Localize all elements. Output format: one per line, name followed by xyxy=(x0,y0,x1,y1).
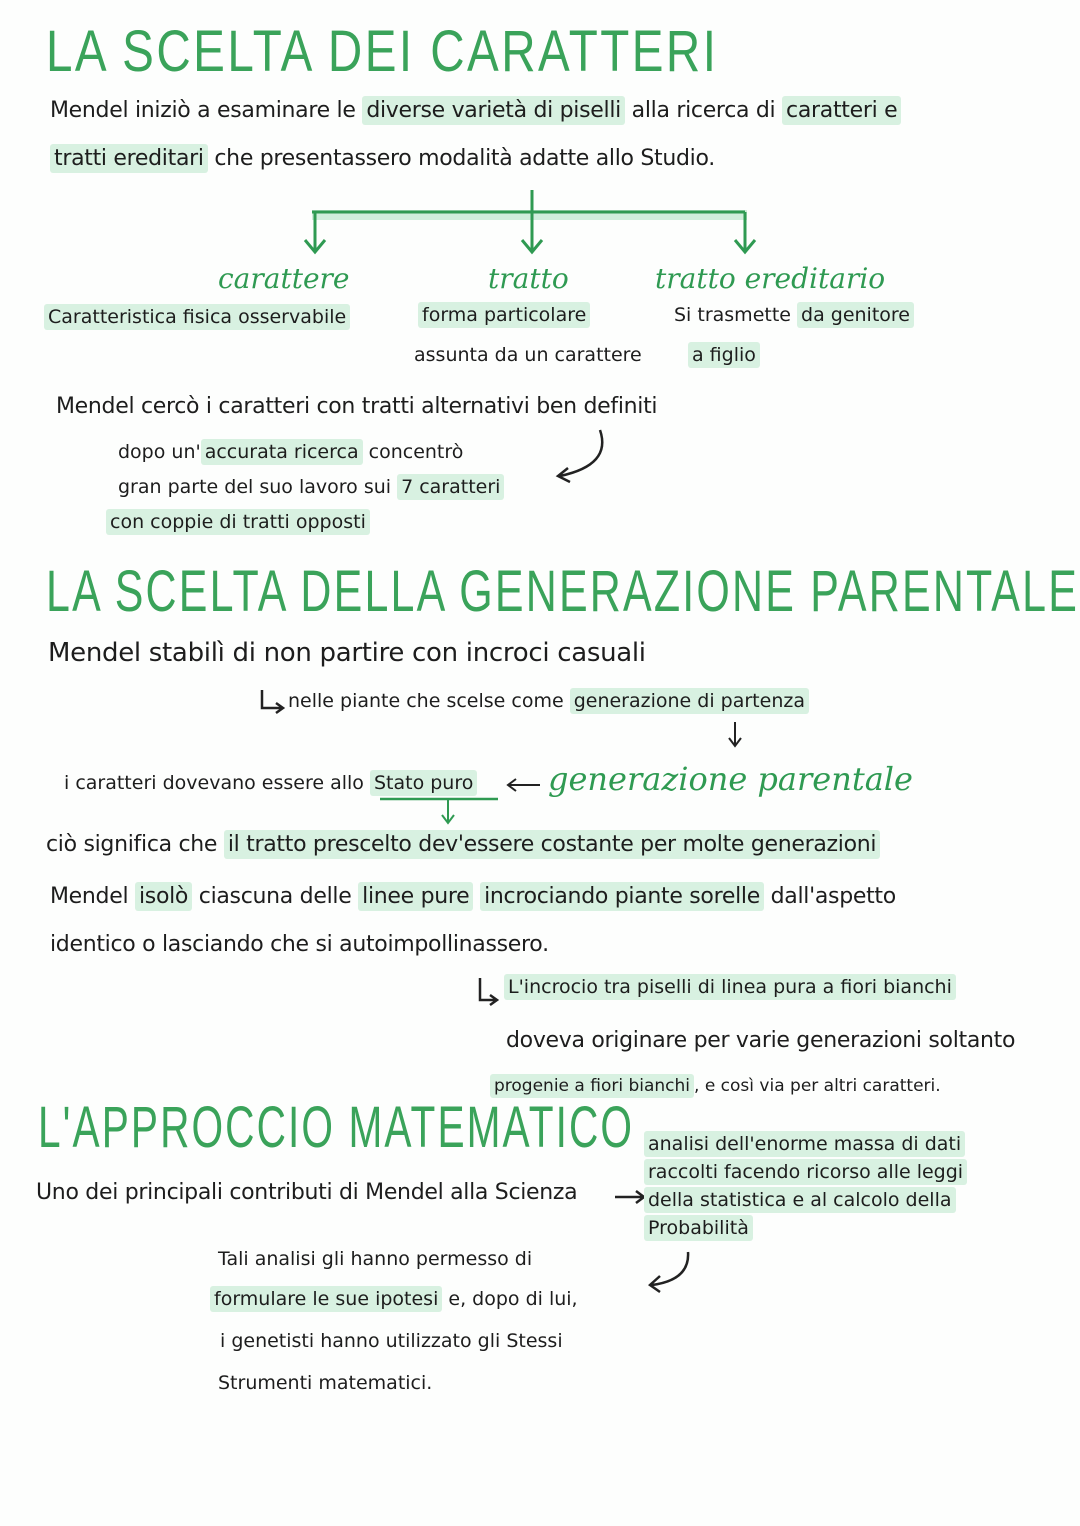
paragraph-line: Strumenti matematici. xyxy=(218,1372,433,1394)
paragraph-line xyxy=(288,690,809,712)
paragraph-line xyxy=(46,832,880,857)
highlight: analisi dell'enorme massa di dati xyxy=(644,1131,965,1157)
branch-term-carattere: carattere xyxy=(218,262,350,295)
branch-definition: Caratteristica fisica osservabile xyxy=(44,304,350,330)
paragraph-line: Mendel cercò i caratteri con tratti alternativi ben definiti xyxy=(56,394,658,419)
corner-arrow-icon xyxy=(480,978,497,1005)
highlight: incrociando piante sorelle xyxy=(480,882,764,911)
highlight: progenie a fiori bianchi xyxy=(490,1074,694,1098)
down-arrow-icon xyxy=(729,722,741,746)
text: ciascuna delle xyxy=(192,884,359,909)
highlight: formulare le sue ipotesi xyxy=(210,1286,442,1312)
statistics-box xyxy=(644,1130,967,1242)
branch-definition: a figlio xyxy=(688,342,760,368)
paragraph-line xyxy=(50,98,901,123)
paragraph-line xyxy=(118,476,504,498)
highlight: con coppie di tratti opposti xyxy=(106,509,370,535)
section-title: LA SCELTA DEI CARATTERI xyxy=(46,19,719,84)
text: che presentassero modalità adatte allo Studio. xyxy=(207,146,715,171)
paragraph-line: Tali analisi gli hanno permesso di xyxy=(218,1248,533,1270)
curved-arrow-icon xyxy=(558,430,602,482)
branch-definition: forma particolare xyxy=(418,302,590,328)
text: alla ricerca di xyxy=(624,98,783,123)
text: gran parte del suo lavoro sui xyxy=(118,476,398,498)
text: nelle piante che scelse come xyxy=(288,690,570,712)
paragraph-line xyxy=(50,884,896,909)
highlight: linee pure xyxy=(358,882,473,911)
branch-term-tratto-ereditario: tratto ereditario xyxy=(655,262,886,295)
paragraph-line xyxy=(210,1288,578,1310)
highlight: della statistica e al calcolo della xyxy=(644,1187,956,1213)
highlight: caratteri e xyxy=(782,96,901,125)
paragraph-line: i genetisti hanno utilizzato gli Stessi xyxy=(220,1330,563,1352)
left-arrow-icon xyxy=(508,779,540,791)
text: e, dopo di lui, xyxy=(442,1288,578,1310)
highlight: isolò xyxy=(135,882,192,911)
highlight: accurata ricerca xyxy=(201,439,363,465)
highlight: da genitore xyxy=(797,302,914,328)
text: Mendel iniziò a esaminare le xyxy=(50,98,363,123)
text: dall'aspetto xyxy=(763,884,896,909)
right-arrow-icon xyxy=(615,1191,644,1203)
paragraph-line: Uno dei principali contributi di Mendel alla Scienza xyxy=(36,1180,578,1205)
highlight: L'incrocio tra piselli di linea pura a fiori bianchi xyxy=(504,974,956,1000)
highlight: tratti ereditari xyxy=(50,144,208,173)
highlight: Stato puro xyxy=(370,770,477,796)
highlight: raccolti facendo ricorso alle leggi xyxy=(644,1159,967,1185)
paragraph-line xyxy=(50,146,715,171)
branch-definition: assunta da un carattere xyxy=(414,344,642,366)
paragraph-line: identico o lasciando che si autoimpollinassero. xyxy=(50,932,549,957)
branch-definition xyxy=(674,304,914,326)
tree-arrows-icon xyxy=(305,190,755,252)
paragraph-line: Mendel stabilì di non partire con incroci casuali xyxy=(48,638,646,668)
highlight: il tratto prescelto dev'essere costante per molte generazioni xyxy=(224,830,880,859)
curved-arrow-icon xyxy=(650,1252,688,1292)
highlight: generazione di partenza xyxy=(570,688,809,714)
text: Mendel xyxy=(50,884,135,909)
text: concentrò xyxy=(362,441,464,463)
paragraph-line xyxy=(64,772,477,794)
text: Si trasmette xyxy=(674,304,798,326)
highlight: Probabilità xyxy=(644,1215,753,1241)
text: i caratteri dovevano essere allo xyxy=(64,772,370,794)
section-title: L'APPROCCIO MATEMATICO xyxy=(38,1095,635,1160)
branch-term-tratto: tratto xyxy=(488,262,569,295)
green-down-arrow-icon xyxy=(442,800,454,823)
section-title: LA SCELTA DELLA GENERAZIONE PARENTALE xyxy=(46,559,1080,624)
text: dopo un' xyxy=(118,441,201,463)
text: ciò significa che xyxy=(46,832,224,857)
highlight: diverse varietà di piselli xyxy=(362,96,625,125)
generazione-parentale-label: generazione parentale xyxy=(548,760,913,798)
corner-arrow-icon xyxy=(262,690,283,713)
text: , e così via per altri caratteri. xyxy=(694,1076,941,1096)
highlight: 7 caratteri xyxy=(397,474,504,500)
paragraph-line: doveva originare per varie generazioni soltanto xyxy=(506,1028,1016,1053)
paragraph-line xyxy=(490,1076,941,1096)
paragraph-line xyxy=(118,441,463,463)
